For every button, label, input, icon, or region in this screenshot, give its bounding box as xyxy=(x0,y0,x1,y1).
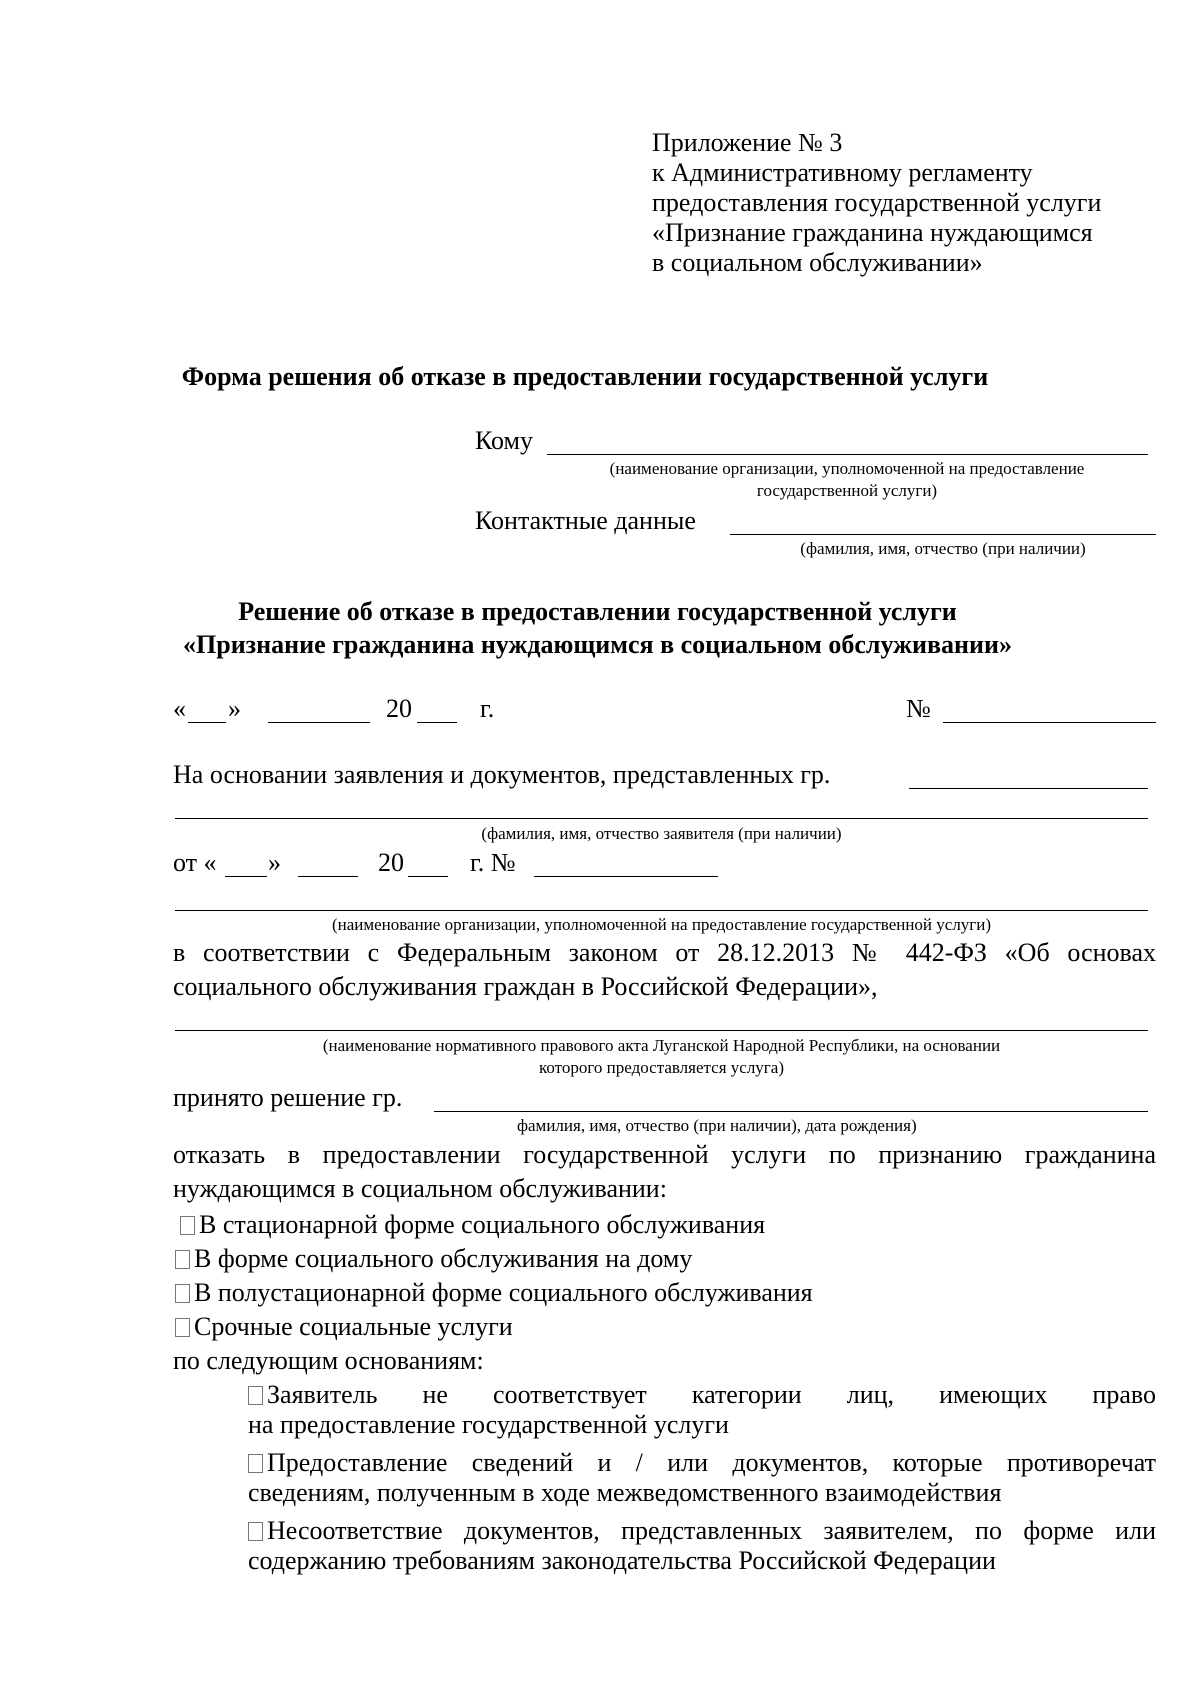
org-caption: (наименование организации, уполномоченной на предоставление государственной услуги) xyxy=(331,915,992,934)
from-year-prefix: 20 xyxy=(378,848,404,877)
from-month-field[interactable] xyxy=(298,876,358,877)
refuse-line-1: отказать в предоставлении государственной услуги по признанию гражданина xyxy=(173,1140,1156,1169)
contacts-label: Контактные данные xyxy=(475,506,696,535)
checkbox-icon[interactable] xyxy=(248,1522,263,1541)
act-caption-2: которого предоставляется услуга) xyxy=(538,1058,784,1077)
checkbox-icon[interactable] xyxy=(180,1216,195,1235)
date-year-suffix: г. xyxy=(480,694,495,723)
service-form-urgent[interactable] xyxy=(175,1312,513,1342)
to-label: Кому xyxy=(475,426,534,455)
ground-line-2: сведениям, полученным в ходе межведомственного взаимодействия xyxy=(248,1478,1002,1507)
ground-item-category[interactable] xyxy=(248,1380,1156,1440)
applicant-caption: (фамилия, имя, отчество заявителя (при наличии) xyxy=(481,824,842,843)
appendix-line-1: Приложение № 3 xyxy=(652,128,843,157)
to-field[interactable] xyxy=(547,454,1148,455)
ground-item-noncompliance[interactable] xyxy=(248,1516,1156,1576)
service-form-stationary[interactable] xyxy=(180,1210,765,1240)
checkbox-icon[interactable] xyxy=(248,1454,263,1473)
date-quote-close: » xyxy=(228,694,241,723)
person-field[interactable] xyxy=(434,1111,1148,1112)
ground-line-1 xyxy=(248,1380,1156,1410)
law-line-2: социального обслуживания граждан в Российской Федерации», xyxy=(173,972,878,1001)
ground-line-1 xyxy=(248,1448,1156,1478)
act-caption-1: (наименование нормативного правового акта Луганской Народной Республики, на основании xyxy=(322,1036,1001,1055)
appendix-line-3: предоставления государственной услуги xyxy=(652,188,1102,217)
decision-label: принято решение гр. xyxy=(173,1083,403,1112)
number-sign: № xyxy=(906,694,931,723)
date-quote-open: « xyxy=(173,694,186,723)
contacts-caption: (фамилия, имя, отчество (при наличии) xyxy=(800,539,1086,558)
checkbox-icon[interactable] xyxy=(175,1250,190,1269)
from-number-field[interactable] xyxy=(534,876,718,877)
form-title: Форма решения об отказе в предоставлении государственной услуги xyxy=(181,362,989,391)
from-day-field[interactable] xyxy=(225,876,267,877)
ground-text: Предоставление сведений и / или документов, которые противоречат xyxy=(267,1448,1156,1477)
ground-line-1 xyxy=(248,1516,1156,1546)
from-prefix: от « xyxy=(173,848,217,877)
date-day-field[interactable] xyxy=(188,722,226,723)
basis-text: На основании заявления и документов, представленных гр. xyxy=(173,760,831,789)
service-form-semistationary[interactable] xyxy=(175,1278,813,1308)
applicant-field-start[interactable] xyxy=(909,788,1148,789)
service-form-label: В форме социального обслуживания на дому xyxy=(194,1244,693,1273)
checkbox-icon[interactable] xyxy=(175,1318,190,1337)
from-suffix: г. № xyxy=(470,848,516,877)
ground-item-contradiction[interactable] xyxy=(248,1448,1156,1508)
appendix-line-4: «Признание гражданина нуждающимся xyxy=(652,218,1093,247)
checkbox-icon[interactable] xyxy=(248,1386,263,1405)
act-field[interactable] xyxy=(175,1030,1148,1031)
to-caption-2: государственной услуги) xyxy=(756,481,938,500)
grounds-label: по следующим основаниям: xyxy=(173,1346,484,1375)
ground-text: Несоответствие документов, представленных заявителем, по форме или xyxy=(267,1516,1156,1545)
date-month-field[interactable] xyxy=(268,722,370,723)
number-field[interactable] xyxy=(943,722,1156,723)
contacts-field[interactable] xyxy=(730,534,1156,535)
date-year-prefix: 20 xyxy=(386,694,412,723)
decision-title-line-2: «Признание гражданина нуждающимся в социальном обслуживании» xyxy=(183,630,1012,659)
to-caption-1: (наименование организации, уполномоченной на предоставление xyxy=(609,459,1085,478)
ground-line-2: содержанию требованиям законодательства Российской Федерации xyxy=(248,1546,996,1575)
ground-text: Заявитель не соответствует категории лиц, имеющих право xyxy=(267,1380,1156,1409)
appendix-block xyxy=(652,128,1101,278)
from-year-field[interactable] xyxy=(408,876,448,877)
service-form-label: В полустационарной форме социального обслуживания xyxy=(194,1278,813,1307)
law-line-1: в соответствии с Федеральным законом от 28.12.2013 № 442-ФЗ «Об основах xyxy=(173,938,1156,967)
person-caption: фамилия, имя, отчество (при наличии), дата рождения) xyxy=(517,1116,917,1135)
date-year-field[interactable] xyxy=(417,722,457,723)
decision-title-line-1: Решение об отказе в предоставлении государственной услуги xyxy=(238,597,957,626)
service-form-label: Срочные социальные услуги xyxy=(194,1312,513,1341)
ground-line-2: на предоставление государственной услуги xyxy=(248,1410,729,1439)
from-quote-close: » xyxy=(268,848,281,877)
appendix-line-5: в социальном обслуживании» xyxy=(652,248,983,277)
service-form-label: В стационарной форме социального обслуживания xyxy=(199,1210,766,1239)
refuse-line-2: нуждающимся в социальном обслуживании: xyxy=(173,1174,667,1203)
applicant-field[interactable] xyxy=(175,818,1148,819)
service-form-home[interactable] xyxy=(175,1244,692,1274)
appendix-line-2: к Административному регламенту xyxy=(652,158,1033,187)
org-field[interactable] xyxy=(175,910,1148,911)
checkbox-icon[interactable] xyxy=(175,1284,190,1303)
